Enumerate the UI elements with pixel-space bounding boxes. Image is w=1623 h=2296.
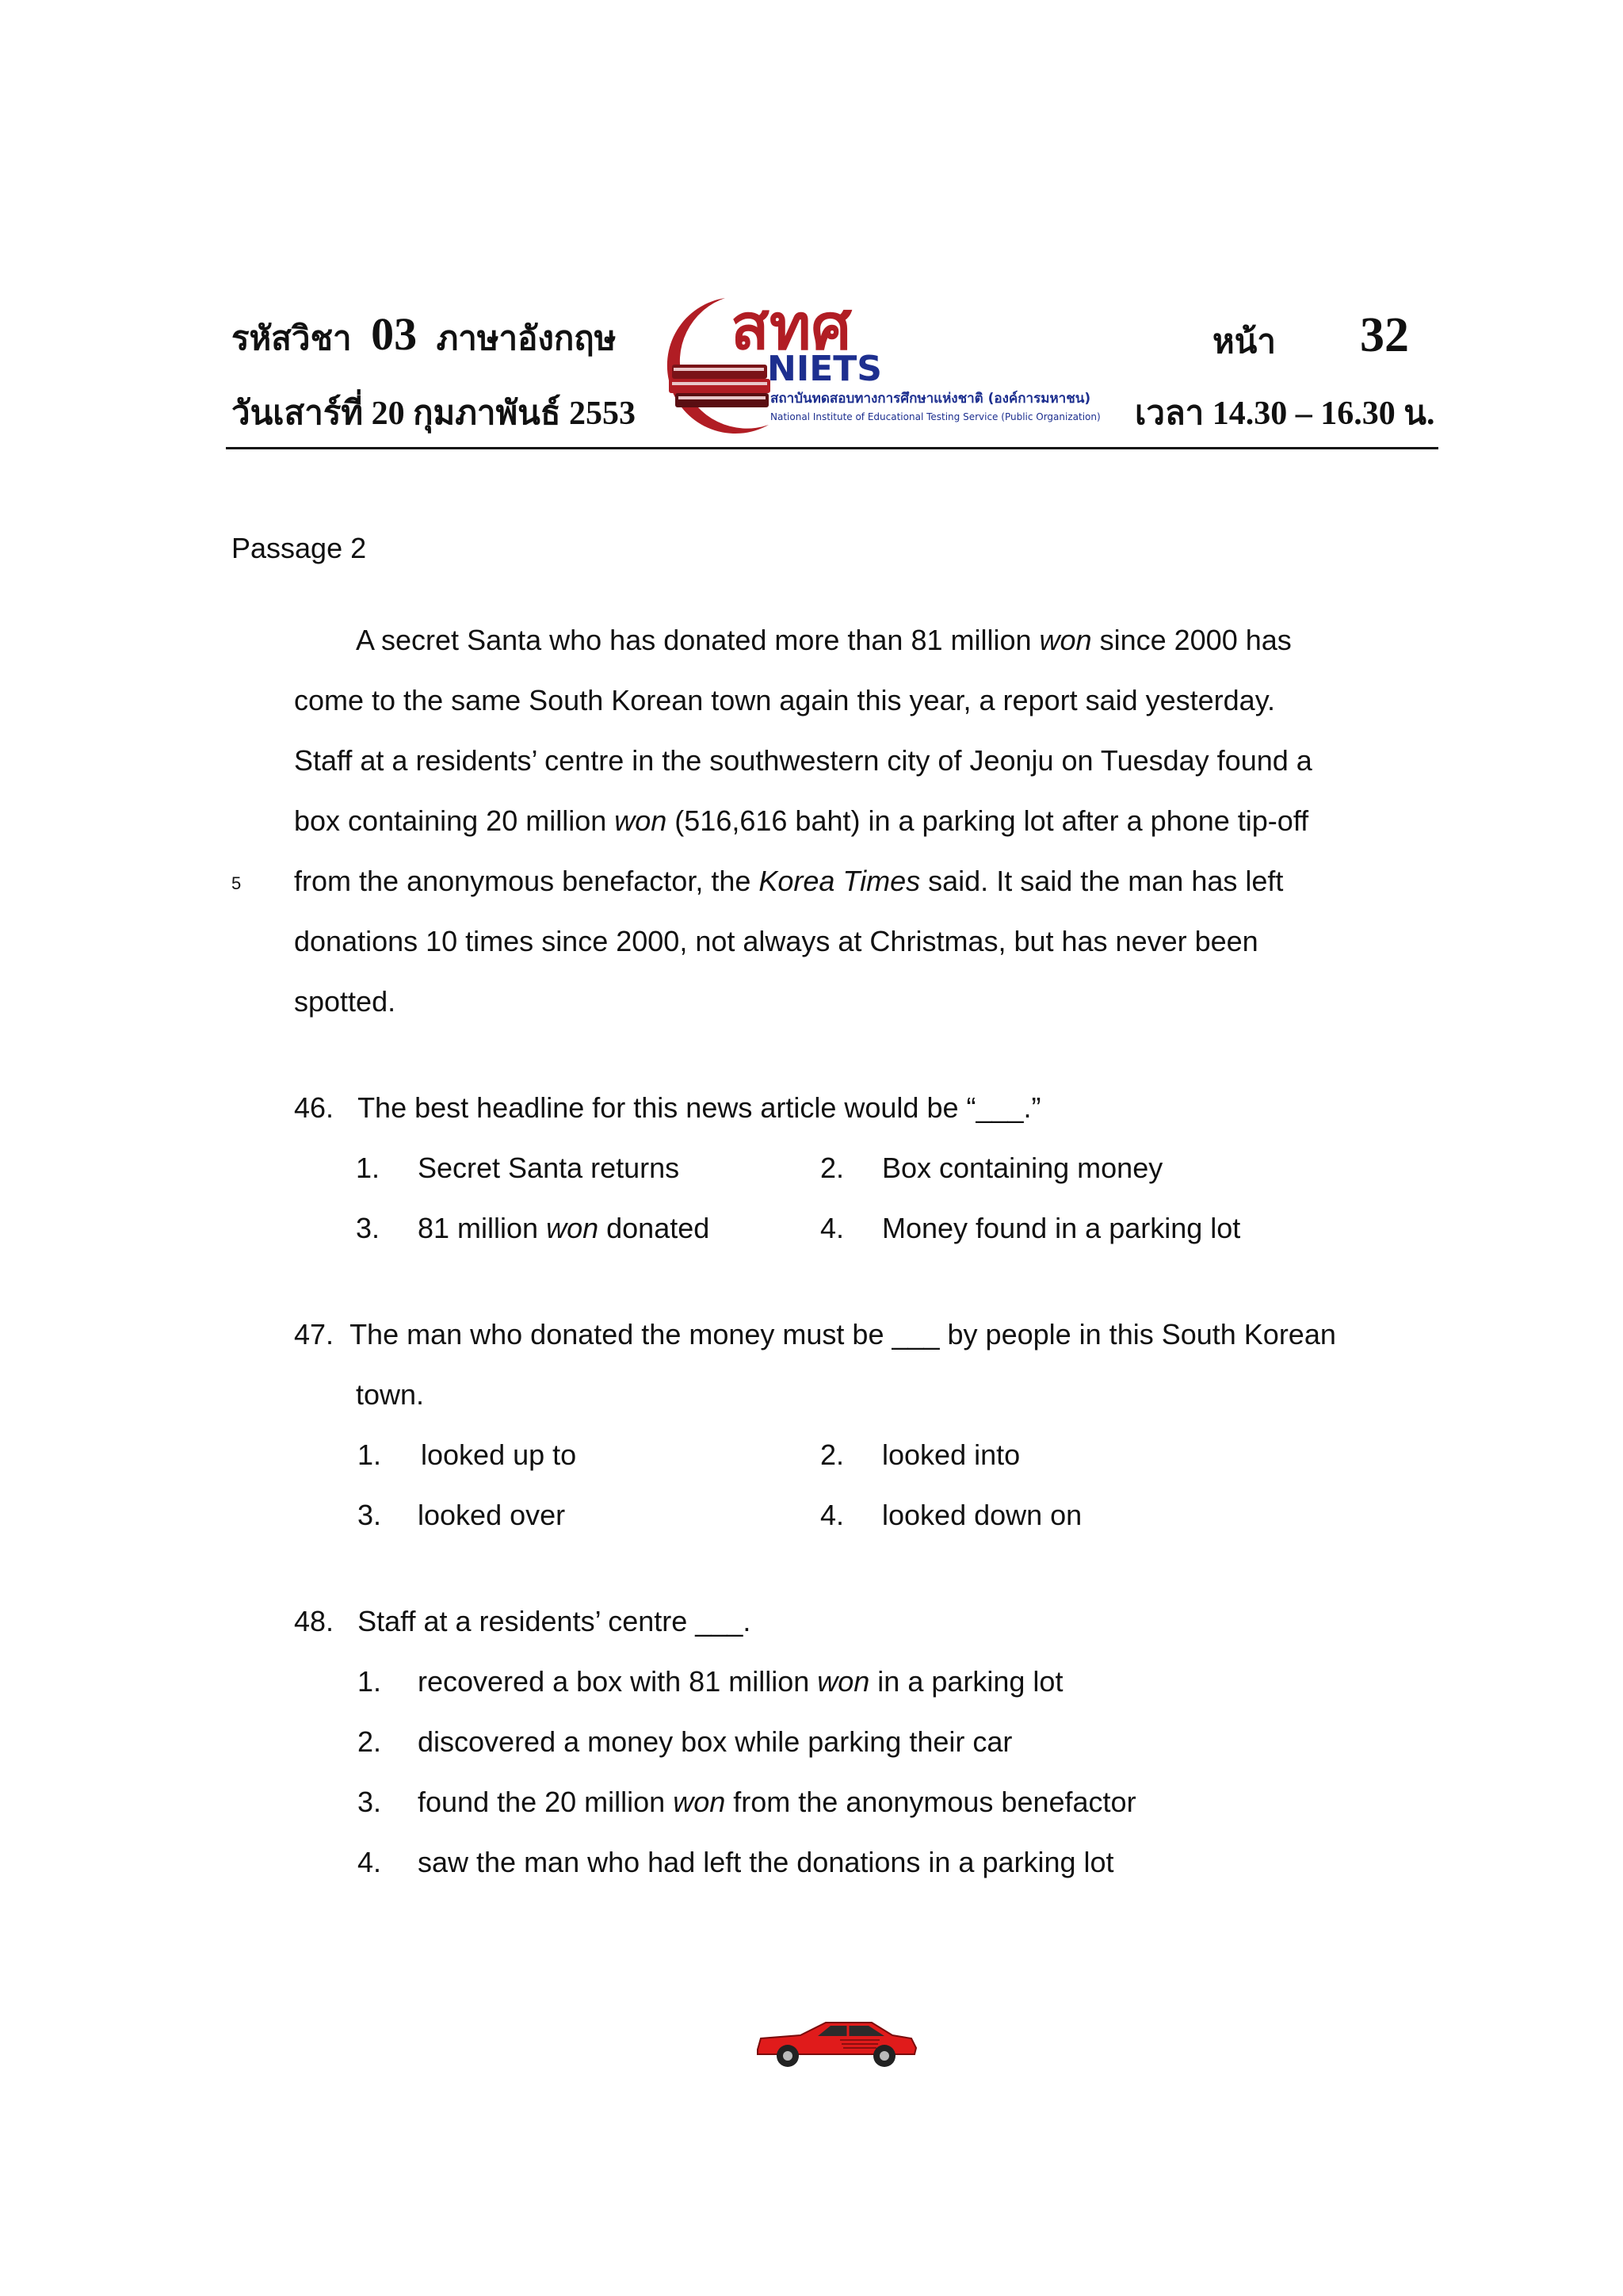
q48-option-3-number: 3. <box>357 1786 382 1818</box>
subject-code-label: รหัสวิชา <box>231 321 352 357</box>
question-46: 46. The best headline for this news article would be “___.” <box>294 1091 1041 1124</box>
q48-option-3: found the 20 million won from the anonymous benefactor <box>418 1786 1136 1818</box>
q48-option-2-number: 2. <box>357 1725 382 1758</box>
q47-option-2: looked into <box>882 1438 1021 1471</box>
q47-option-1: looked up to <box>421 1438 577 1471</box>
q47-option-4-number: 4. <box>820 1499 845 1531</box>
q47-option-3: looked over <box>418 1499 566 1531</box>
exam-time: เวลา 14.30 – 16.30 น. <box>1135 395 1435 432</box>
q48-option-1: recovered a box with 81 million won in a parking lot <box>418 1665 1064 1698</box>
exam-date: วันเสาร์ที่ 20 กุมภาพันธ์ 2553 <box>231 395 636 432</box>
passage-line-7: spotted. <box>294 985 396 1018</box>
header-rule <box>226 447 1438 449</box>
q47-option-3-number: 3. <box>357 1499 382 1531</box>
subject-code: 03 <box>371 308 418 360</box>
subject-name: ภาษาอังกฤษ <box>436 321 617 357</box>
passage-line-6: donations 10 times since 2000, not always at Christmas, but has never been <box>294 925 1258 957</box>
passage-line-2: come to the same South Korean town again this year, a report said yesterday. <box>294 684 1276 716</box>
q46-option-4-number: 4. <box>820 1212 845 1244</box>
logo-thai-full: สถาบันทดสอบทางการศึกษาแห่งชาติ (องค์การมหาชน) <box>770 391 1091 407</box>
passage-line-3: Staff at a residents’ centre in the southwestern city of Jeonju on Tuesday found a <box>294 744 1312 777</box>
q48-option-1-number: 1. <box>357 1665 382 1698</box>
subject-header <box>231 308 616 365</box>
question-47-continued: town. <box>356 1378 425 1411</box>
q48-option-4: saw the man who had left the donations in a parking lot <box>418 1846 1114 1878</box>
logo-english-full: National Institute of Educational Testing Service (Public Organization) <box>770 411 1101 422</box>
logo-english-abbr: NIETS <box>767 349 882 389</box>
passage-line-1: A secret Santa who has donated more than 81 million won since 2000 has <box>356 624 1292 656</box>
passage-line-5: from the anonymous benefactor, the Korea Times said. It said the man has left <box>294 865 1284 897</box>
q46-option-2-number: 2. <box>820 1152 845 1184</box>
q46-option-1-number: 1. <box>356 1152 380 1184</box>
q47-option-1-number: 1. <box>357 1438 382 1471</box>
q47-option-2-number: 2. <box>820 1438 845 1471</box>
red-car-icon <box>753 2015 919 2069</box>
line-number-marker: 5 <box>231 873 242 893</box>
question-47: 47. The man who donated the money must be ___ by people in this South Korean <box>294 1318 1336 1350</box>
q46-option-3-number: 3. <box>356 1212 380 1244</box>
passage-line-4: box containing 20 million won (516,616 baht) in a parking lot after a phone tip-off <box>294 804 1309 837</box>
q48-option-2: discovered a money box while parking their car <box>418 1725 1013 1758</box>
q47-option-4: looked down on <box>882 1499 1083 1531</box>
q46-option-4: Money found in a parking lot <box>882 1212 1241 1244</box>
logo-thai-abbr: สทศ <box>731 292 852 364</box>
q46-option-1: Secret Santa returns <box>418 1152 680 1184</box>
q46-option-3: 81 million won donated <box>418 1212 710 1244</box>
q48-option-4-number: 4. <box>357 1846 382 1878</box>
page-number: 32 <box>1360 308 1409 362</box>
question-48: 48. Staff at a residents’ centre ___. <box>294 1605 751 1637</box>
passage-title: Passage 2 <box>231 532 367 564</box>
page-label: หน้า <box>1212 324 1276 361</box>
niets-logo <box>650 292 1117 434</box>
q46-option-2: Box containing money <box>882 1152 1163 1184</box>
